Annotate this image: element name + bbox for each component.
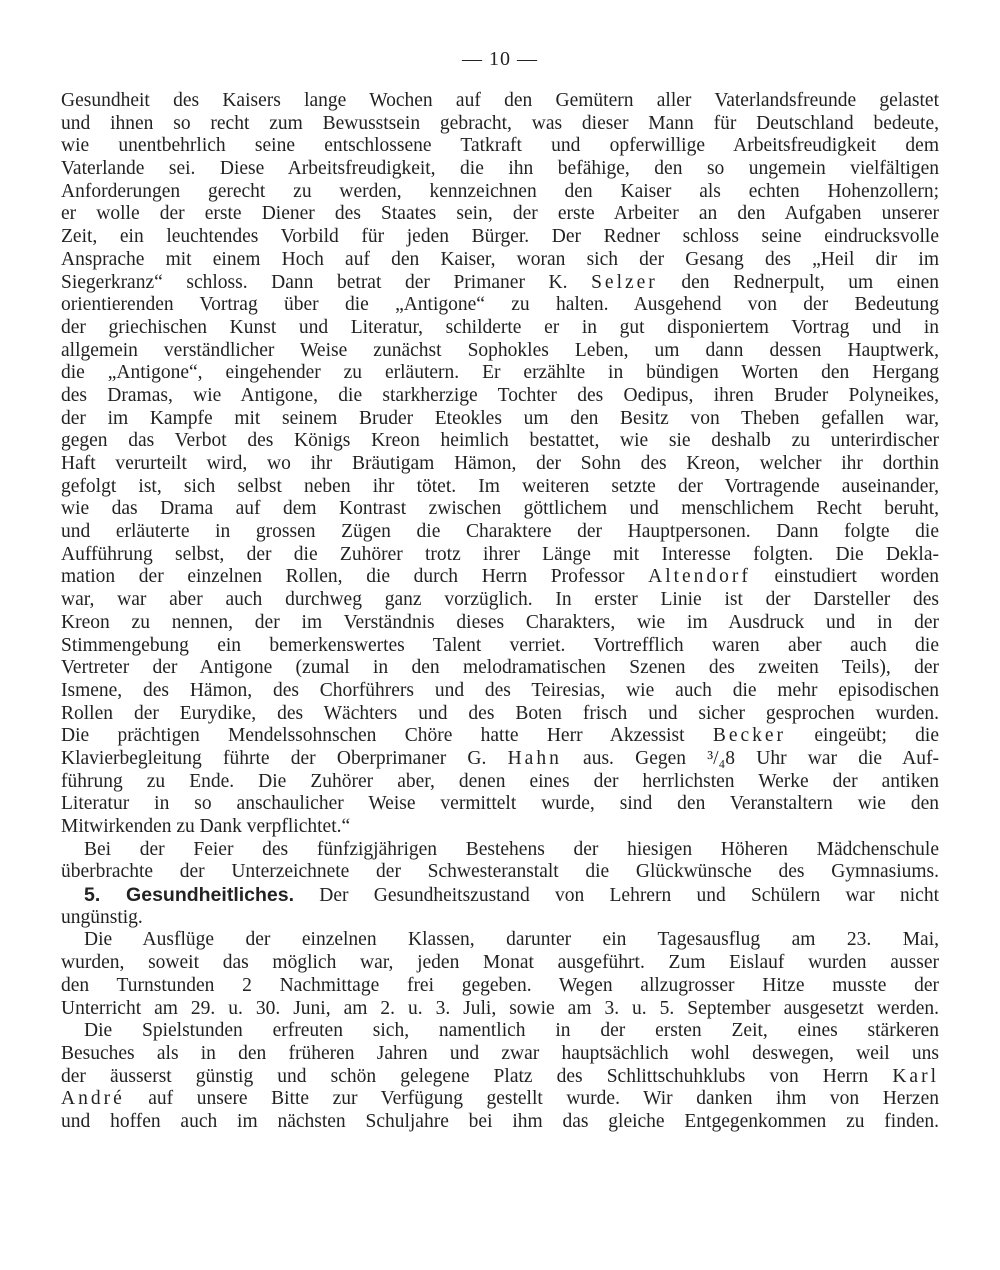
text-segment: Literatur in so anschaulicher Weise vermittelt wurde, sind den Veranstaltern wie den	[61, 793, 939, 815]
text-line	[61, 1043, 939, 1066]
text-segment: wie unentbehrlich seine entschlossene Tatkraft und opferwillige Arbeitsfreudigkeit dem	[61, 135, 939, 157]
text-line	[61, 952, 939, 975]
text-segment: Die prächtigen Mendelssohnschen Chöre hatte Herr Akzessist	[61, 725, 713, 747]
text-line	[61, 158, 939, 181]
text-segment: Bei der Feier des fünfzigjährigen Bestehens der hiesigen Höheren Mädchenschule	[84, 838, 939, 860]
text-segment: wie das Drama auf dem Kontrast zwischen göttlichem und menschlichem Recht beruht,	[61, 498, 939, 520]
text-line	[61, 521, 939, 544]
page-number: — 10 —	[462, 48, 538, 70]
text-line	[61, 135, 939, 158]
text-segment: Anforderungen gerecht zu werden, kennzeichnen den Kaiser als echten Hohenzollern;	[61, 180, 939, 202]
text-line	[61, 544, 939, 567]
text-line	[61, 703, 939, 726]
text-line	[61, 408, 939, 431]
text-line	[61, 430, 939, 453]
text-line	[61, 657, 939, 680]
text-line	[61, 1088, 939, 1111]
text-line	[61, 362, 939, 385]
text-segment: Siegerkranz“ schloss. Dann betrat der Primaner K.	[61, 271, 592, 293]
text-line	[61, 294, 939, 317]
text-line	[61, 181, 939, 204]
text-segment: gegen das Verbot des Königs Kreon heimlich bestattet, wie sie deshalb zu unterirdischer	[61, 430, 939, 452]
text-line	[61, 340, 939, 363]
spaced-name: Altendorf	[648, 566, 751, 588]
text-segment: Stimmengebung ein bemerkenswertes Talent verriet. Vortrefflich waren aber auch die	[61, 634, 939, 656]
text-segment: Besuches als in den früheren Jahren und zwar hauptsächlich wohl deswegen, weil uns	[61, 1042, 939, 1064]
text-line	[61, 771, 939, 794]
text-segment: Die Spielstunden erfreuten sich, namentlich in der ersten Zeit, eines stärkeren	[84, 1020, 939, 1042]
text-segment: den Turnstunden 2 Nachmittage frei gegeben. Wegen allzugrosser Hitze musste der	[61, 974, 939, 996]
text-segment: aus. Gegen ³/₄8 Uhr war die Auf-	[561, 747, 939, 769]
text-line	[61, 249, 939, 272]
text-segment: war, war aber auch durchweg ganz vorzüglich. In erster Linie ist der Darsteller des	[61, 589, 939, 611]
text-line	[61, 1066, 939, 1089]
text-line	[61, 476, 939, 499]
text-line	[61, 90, 939, 113]
spaced-name: Hahn	[507, 747, 562, 769]
text-line	[61, 816, 939, 839]
text-segment: Kreon zu nennen, der im Verständnis dieses Charakters, wie im Ausdruck und in der	[61, 611, 939, 633]
text-segment: Der Gesundheitszustand von Lehrern und Schülern war nicht	[294, 885, 939, 907]
text-segment: auf unsere Bitte zur Verfügung gestellt wurde. Wir danken ihm von Herzen	[124, 1088, 939, 1110]
spaced-name: Becker	[712, 725, 787, 747]
body-text	[61, 90, 939, 1134]
text-segment: Haft verurteilt wird, wo ihr Bräutigam Hämon, der Sohn des Kreon, welcher ihr dorthin	[61, 453, 939, 474]
text-line	[61, 998, 939, 1021]
text-line	[61, 748, 939, 771]
text-segment: wurden, soweit das möglich war, jeden Monat ausgeführt. Zum Eislauf wurden ausser	[61, 952, 939, 974]
text-segment: führung zu Ende. Die Zuhörer aber, denen eines der herrlichsten Werke der antiken	[61, 770, 939, 792]
text-line	[61, 589, 939, 612]
text-line	[61, 498, 939, 521]
text-segment: und erläuterte in grossen Zügen die Charaktere der Hauptpersonen. Dann folgte die	[61, 521, 939, 543]
text-segment: allgemein verständlicher Weise zunächst Sophokles Leben, um dann dessen Hauptwerk,	[61, 339, 939, 361]
text-segment: der griechischen Kunst und Literatur, schilderte er in gut disponiertem Vortrag und in	[61, 316, 939, 338]
text-line	[61, 1111, 939, 1134]
text-segment: Die Ausflüge der einzelnen Klassen, darunter ein Tagesausflug am 23. Mai,	[84, 929, 939, 951]
text-segment: Mitwirkenden zu Dank verpflichtet.“	[61, 816, 351, 837]
text-segment: ungünstig.	[61, 906, 143, 928]
text-line	[61, 1020, 939, 1043]
text-segment: die „Antigone“, eingehender zu erläutern. Er erzählte in bündigen Worten den Hergang	[61, 362, 939, 384]
text-line	[61, 861, 939, 884]
text-line	[61, 929, 939, 952]
text-line	[61, 635, 939, 658]
text-segment: überbrachte der Unterzeichnete der Schwesteranstalt die Glückwünsche des Gymnasiums.	[61, 861, 939, 883]
text-line	[61, 385, 939, 408]
text-line	[61, 680, 939, 703]
text-segment: Zeit, ein leuchtendes Vorbild für jeden Bürger. Der Redner schloss seine eindrucksvolle	[61, 226, 939, 248]
text-segment: und ihnen so recht zum Bewusstsein gebracht, was dieser Mann für Deutschland bedeute,	[61, 112, 939, 134]
text-segment: er wolle der erste Diener des Staates sein, der erste Arbeiter an den Aufgaben unserer	[61, 203, 939, 225]
text-segment: den Rednerpult, um einen	[657, 271, 939, 293]
text-segment: Ismene, des Hämon, des Chorführers und des Teiresias, wie auch die mehr episodischen	[61, 679, 939, 701]
text-segment: Rollen der Eurydike, des Wächters und des Boten frisch und sicher gesprochen wurden.	[61, 702, 939, 724]
text-segment: Unterricht am 29. u. 30. Juni, am 2. u. 3. Juli, sowie am 3. u. 5. September ausgesetzt werden.	[61, 997, 939, 1019]
text-segment: Gesundheit des Kaisers lange Wochen auf den Gemütern aller Vaterlandsfreunde gelastet	[61, 90, 939, 111]
text-segment: gefolgt ist, sich selbst neben ihr tötet. Im weiteren setzte der Vortragende auseinander,	[61, 475, 939, 497]
text-segment: eingeübt; die	[786, 725, 939, 747]
text-segment: orientierenden Vortrag über die „Antigone“ zu halten. Ausgehend von der Bedeutung	[61, 294, 939, 316]
text-segment: des Dramas, wie Antigone, die starkherzige Tochter des Oedipus, ihren Bruder Polyneikes,	[61, 384, 939, 406]
text-line	[61, 612, 939, 635]
text-segment: Aufführung selbst, der die Zuhörer trotz ihrer Länge mit Interesse folgten. Die Dekla-	[61, 543, 939, 565]
text-line	[61, 317, 939, 340]
text-line	[61, 793, 939, 816]
text-segment: und hoffen auch im nächsten Schuljahre bei ihm das gleiche Entgegenkommen zu finden.	[61, 1110, 939, 1132]
text-line	[61, 453, 939, 476]
text-line	[61, 226, 939, 249]
text-segment: einstudiert worden	[750, 566, 939, 588]
spaced-name: Selzer	[591, 271, 658, 293]
text-segment: Ansprache mit einem Hoch auf den Kaiser, woran sich der Gesang des „Heil dir im	[61, 248, 939, 270]
text-line	[61, 839, 939, 862]
text-line	[61, 884, 939, 907]
text-segment: der äusserst günstig und schön gelegene Platz des Schlittschuhklubs von Herrn	[61, 1065, 893, 1087]
text-segment: der im Kampfe mit seinem Bruder Eteokles um den Besitz von Theben gefallen war,	[61, 407, 939, 429]
text-segment: Vaterlande sei. Diese Arbeitsfreudigkeit, die ihn befähige, den so ungemein vielfältigen	[61, 158, 939, 180]
text-segment: Vertreter der Antigone (zumal in den melodramatischen Szenen des zweiten Teils), der	[61, 657, 939, 679]
text-line	[61, 566, 939, 589]
text-line	[61, 907, 939, 930]
text-segment: Klavierbegleitung führte der Oberprimaner G.	[61, 747, 508, 769]
text-line	[61, 272, 939, 295]
text-segment: mation der einzelnen Rollen, die durch Herrn Professor	[61, 566, 649, 588]
text-line	[61, 203, 939, 226]
text-line	[61, 975, 939, 998]
spaced-name: Karl	[892, 1065, 939, 1087]
spaced-name: André	[61, 1088, 125, 1110]
text-line	[61, 113, 939, 136]
section-heading: 5. Gesundheitliches.	[84, 884, 295, 907]
text-line	[61, 725, 939, 748]
